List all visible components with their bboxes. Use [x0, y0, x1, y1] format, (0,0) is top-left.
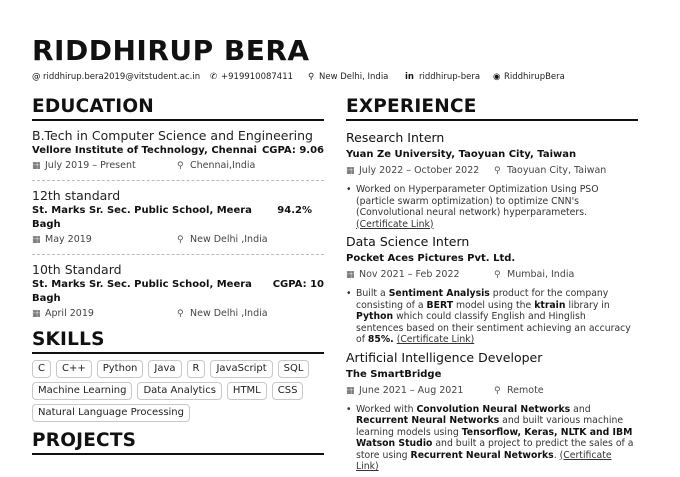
divider — [32, 254, 324, 255]
at-icon: @ — [32, 72, 41, 82]
experience-entry — [346, 130, 638, 230]
experience-bullet: • Built a Sentiment Analysis product for the company consisting of a BERT model using the ktrain library in Python which could classify English and Hinglish sentences based on their sentiment achieving an accuracy of 85%. (Certificate Link) — [346, 288, 636, 346]
phone-icon: ✆ — [210, 72, 218, 82]
score: 94.2% — [277, 205, 312, 216]
skill-tag: C — [32, 360, 51, 378]
skill-tag: CSS — [272, 382, 304, 400]
date: Nov 2021 – Feb 2022 — [359, 269, 460, 280]
contact-location: ⚲ New Delhi, India — [308, 72, 389, 82]
skill-tag: Data Analytics — [137, 382, 221, 400]
education-entry — [32, 188, 324, 247]
skills-list — [32, 360, 324, 422]
education-heading: EDUCATION — [32, 96, 324, 121]
score: CGPA: 9.06 — [261, 145, 324, 156]
location: New Delhi ,India — [190, 234, 268, 245]
map-marker-icon: ⚲ — [177, 235, 184, 245]
contact-linkedin[interactable]: in riddhirup-bera — [405, 72, 481, 82]
location: Mumbai, India — [507, 269, 575, 280]
certificate-link[interactable]: (Certificate Link) — [356, 449, 612, 472]
score: CGPA: 10 — [272, 279, 324, 290]
school: Vellore Institute of Technology, Chennai — [32, 145, 257, 156]
school: St. Marks Sr. Sec. Public School, Meera Bagh — [32, 279, 252, 304]
left-column — [32, 96, 324, 455]
date: July 2019 – Present — [45, 160, 136, 171]
experience-entry — [346, 350, 638, 473]
skill-tag: R — [187, 360, 206, 378]
date: May 2019 — [45, 234, 92, 245]
calendar-icon: ▦ — [32, 309, 41, 319]
github-icon: ◉ — [493, 72, 501, 82]
skill-tag: C++ — [56, 360, 92, 378]
candidate-name: RIDDHIRUP BERA — [32, 34, 310, 67]
location: Taoyuan City, Taiwan — [507, 165, 607, 176]
linkedin-icon: in — [405, 72, 414, 82]
location: New Delhi ,India — [190, 308, 268, 319]
skill-tag: Natural Language Processing — [32, 404, 190, 422]
degree: 12th standard — [32, 188, 121, 203]
calendar-icon: ▦ — [32, 235, 41, 245]
location: Chennai,India — [190, 160, 256, 171]
skill-tag: JavaScript — [210, 360, 272, 378]
education-entry — [32, 262, 324, 321]
right-column — [346, 96, 638, 477]
certificate-link[interactable]: (Certificate Link) — [396, 334, 475, 345]
calendar-icon: ▦ — [346, 385, 355, 396]
contact-github[interactable]: ◉ RiddhirupBera — [493, 72, 565, 82]
map-marker-icon: ⚲ — [177, 309, 184, 319]
divider — [32, 180, 324, 181]
skills-heading: SKILLS — [32, 329, 324, 354]
map-marker-icon: ⚲ — [308, 72, 315, 82]
skill-tag: Machine Learning — [32, 382, 132, 400]
school: St. Marks Sr. Sec. Public School, Meera Bagh — [32, 205, 252, 230]
role: Data Science Intern — [346, 234, 470, 249]
date: June 2021 – Aug 2021 — [359, 384, 464, 396]
role: Research Intern — [346, 130, 445, 145]
degree: 10th Standard — [32, 262, 122, 277]
role: Artificial Intelligence Developer — [346, 349, 543, 365]
experience-entry — [346, 234, 638, 346]
skill-tag: SQL — [278, 360, 310, 378]
map-marker-icon: ⚲ — [177, 161, 184, 171]
experience-heading: EXPERIENCE — [346, 96, 638, 121]
calendar-icon: ▦ — [346, 166, 355, 176]
contact-bar — [32, 72, 672, 86]
skill-tag: Java — [148, 360, 181, 378]
experience-bullet: • Worked with Convolution Neural Networks and Recurrent Neural Networks and built various machine learning models using Tensorflow, Keras, NLTK and IBM Watson Studio and built a project to predict the sales of a store using Recurrent Neural Networks. (Certificate Link) — [346, 404, 636, 473]
calendar-icon: ▦ — [346, 270, 355, 280]
projects-heading: PROJECTS — [32, 430, 324, 455]
experience-bullet: • Worked on Hyperparameter Optimization Using PSO (particle swarm optimization) to optimize CNN's (Convolutional neural network) hyperparameters.(Certificate Link) — [346, 184, 636, 230]
map-marker-icon: ⚲ — [494, 270, 501, 280]
organization: Yuan Ze University, Taoyuan City, Taiwan — [346, 149, 577, 160]
contact-phone[interactable]: ✆ +919910087411 — [210, 72, 294, 82]
certificate-link[interactable]: (Certificate Link) — [356, 218, 434, 230]
organization: Pocket Aces Pictures Pvt. Ltd. — [346, 253, 516, 264]
location: Remote — [507, 384, 544, 396]
education-entry — [32, 128, 324, 173]
degree: B.Tech in Computer Science and Engineering — [32, 128, 313, 143]
date: April 2019 — [45, 308, 94, 319]
organization: The SmartBridge — [346, 368, 442, 380]
skill-tag: Python — [97, 360, 144, 378]
calendar-icon: ▦ — [32, 161, 41, 171]
skill-tag: HTML — [227, 382, 267, 400]
map-marker-icon: ⚲ — [494, 385, 501, 396]
contact-email[interactable]: @ riddhirup.bera2019@vitstudent.ac.in — [32, 72, 201, 82]
map-marker-icon: ⚲ — [494, 166, 501, 176]
date: July 2022 – October 2022 — [359, 165, 480, 176]
